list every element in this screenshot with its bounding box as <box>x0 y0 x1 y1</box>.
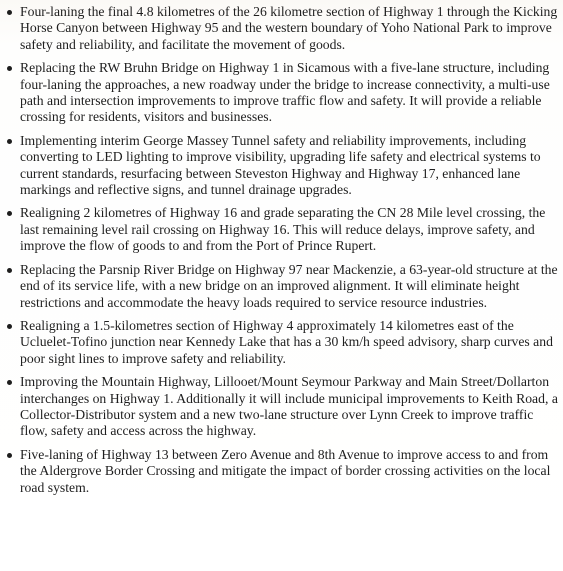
bullet-text: Five-laning of Highway 13 between Zero Avenue and 8th Avenue to improve access to and from the Aldergrove Border Crossing and mitigate the impact of border crossing activities on the local road system. <box>20 446 551 495</box>
bullet-icon <box>7 211 12 216</box>
list-item <box>0 133 563 199</box>
bullet-icon <box>7 380 12 385</box>
list-item <box>0 262 563 311</box>
bullet-icon <box>7 139 12 144</box>
bullet-icon <box>7 324 12 329</box>
list-item <box>0 318 563 367</box>
bullet-text: Replacing the RW Bruhn Bridge on Highway 1 in Sicamous with a five-lane structure, including four-laning the approaches, a new roadway under the bridge to increase connectivity, a multi-use path and intersection improvements to improve traffic flow and safety. It will provide a reliable crossing for residents, visitors and businesses. <box>20 60 550 125</box>
bullet-text: Replacing the Parsnip River Bridge on Highway 97 near Mackenzie, a 63-year-old structure at the end of its service life, with a new bridge on an improved alignment. It will eliminate height restrictions and accommodate the heavy loads required to service resource industries. <box>20 261 558 310</box>
bullet-icon <box>7 453 12 458</box>
bullet-icon <box>7 10 12 15</box>
bullet-icon <box>7 268 12 273</box>
bullet-text: Four-laning the final 4.8 kilometres of the 26 kilometre section of Highway 1 through the Kicking Horse Canyon between Highway 95 and the western boundary of Yoho National Park to improve safety and reliability, and facilitate the movement of goods. <box>20 4 558 52</box>
list-item <box>0 447 563 496</box>
list-item <box>0 4 563 53</box>
list-item <box>0 60 563 126</box>
bullet-text: Realigning a 1.5-kilometres section of Highway 4 approximately 14 kilometres east of the Ucluelet-Tofino junction near Kennedy Lake that has a 30 km/h speed advisory, sharp curves and poor sight lines to improve safety and reliability. <box>20 317 553 366</box>
bullet-icon <box>7 66 12 71</box>
list-item <box>0 374 563 440</box>
bullet-text: Improving the Mountain Highway, Lillooet/Mount Seymour Parkway and Main Street/Dollarton interchanges on Highway 1. Additionally it will include municipal improvements to Keith Road, a Collector-Distributor system and a new two-lane structure over Lynn Creek to improve traffic flow, safety and access across the highway. <box>20 374 558 439</box>
bullet-text: Realigning 2 kilometres of Highway 16 and grade separating the CN 28 Mile level crossing, the last remaining level rail crossing on Highway 16. This will reduce delays, improve safety, and improve the flow of goods to and from the Port of Prince Rupert. <box>20 205 546 254</box>
bullet-text: Implementing interim George Massey Tunnel safety and reliability improvements, including converting to LED lighting to improve visibility, upgrading life safety and electrical systems to current standards, resurfacing between Steveston Highway and Highway 17, enhanced lane markings and reflective signs, and tunnel drainage upgrades. <box>20 132 541 198</box>
list-item <box>0 205 563 254</box>
